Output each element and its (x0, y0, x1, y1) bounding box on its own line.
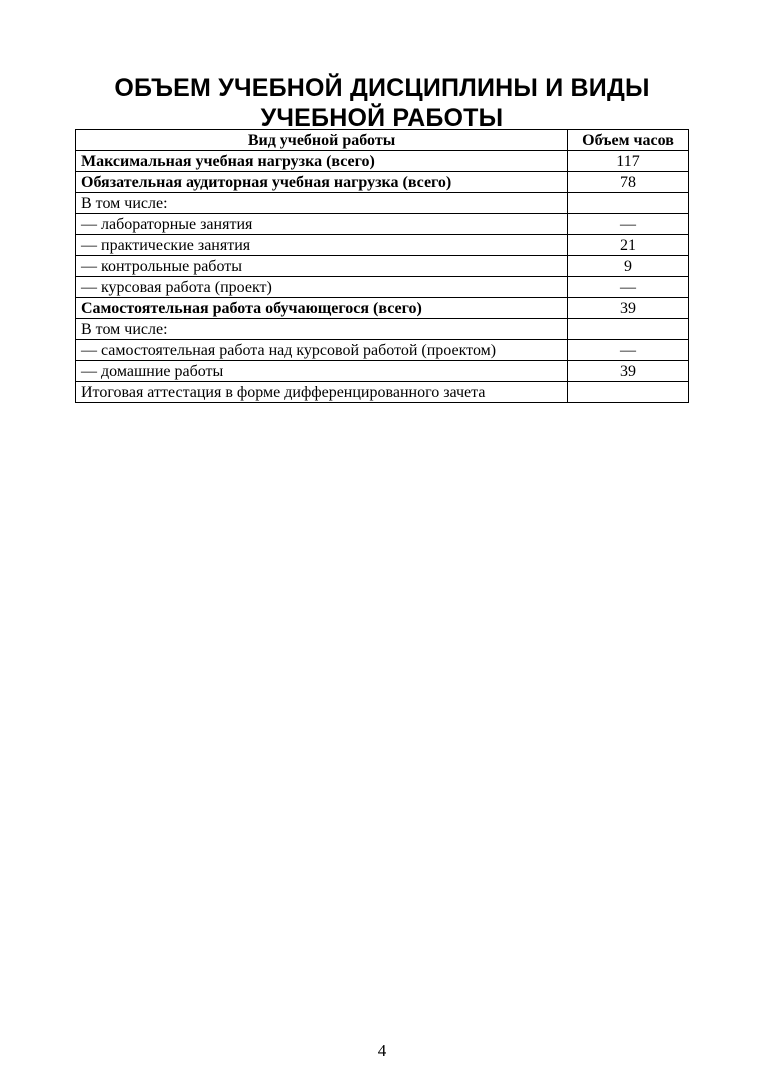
row-label: Итоговая аттестация в форме дифференцированного зачета (76, 382, 568, 403)
table-row (76, 277, 689, 298)
row-label: — контрольные работы (76, 256, 568, 277)
row-label: — лабораторные занятия (76, 214, 568, 235)
table-row (76, 319, 689, 340)
table-row (76, 340, 689, 361)
table-row (76, 235, 689, 256)
row-value: 39 (568, 298, 689, 319)
row-value: — (568, 340, 689, 361)
row-value: — (568, 214, 689, 235)
row-label: Самостоятельная работа обучающегося (всего) (76, 298, 568, 319)
table-header-row (76, 130, 689, 151)
table-row (76, 361, 689, 382)
row-label: — курсовая работа (проект) (76, 277, 568, 298)
table-row (76, 193, 689, 214)
row-label: — домашние работы (76, 361, 568, 382)
table-row (76, 214, 689, 235)
page-title (0, 73, 764, 133)
table-row (76, 382, 689, 403)
row-value (568, 193, 689, 214)
row-label: В том числе: (76, 319, 568, 340)
row-label: — практические занятия (76, 235, 568, 256)
row-value: 21 (568, 235, 689, 256)
table-row (76, 151, 689, 172)
row-label: В том числе: (76, 193, 568, 214)
table-row (76, 298, 689, 319)
row-value: 9 (568, 256, 689, 277)
table-row (76, 172, 689, 193)
row-value: 78 (568, 172, 689, 193)
row-value: — (568, 277, 689, 298)
table-row (76, 256, 689, 277)
row-value: 39 (568, 361, 689, 382)
row-value: 117 (568, 151, 689, 172)
page-title-line-1: ОБЪЕМ УЧЕБНОЙ ДИСЦИПЛИНЫ И ВИДЫ (114, 73, 650, 102)
page-number: 4 (377, 1041, 387, 1060)
header-work-type: Вид учебной работы (76, 130, 568, 151)
row-label: Максимальная учебная нагрузка (всего) (76, 151, 568, 172)
row-value (568, 382, 689, 403)
study-hours-table (75, 129, 689, 403)
page-title-line-2: УЧЕБНОЙ РАБОТЫ (260, 103, 504, 132)
header-hours: Объем часов (568, 130, 689, 151)
row-value (568, 319, 689, 340)
row-label: — самостоятельная работа над курсовой работой (проектом) (76, 340, 568, 361)
row-label: Обязательная аудиторная учебная нагрузка (всего) (76, 172, 568, 193)
